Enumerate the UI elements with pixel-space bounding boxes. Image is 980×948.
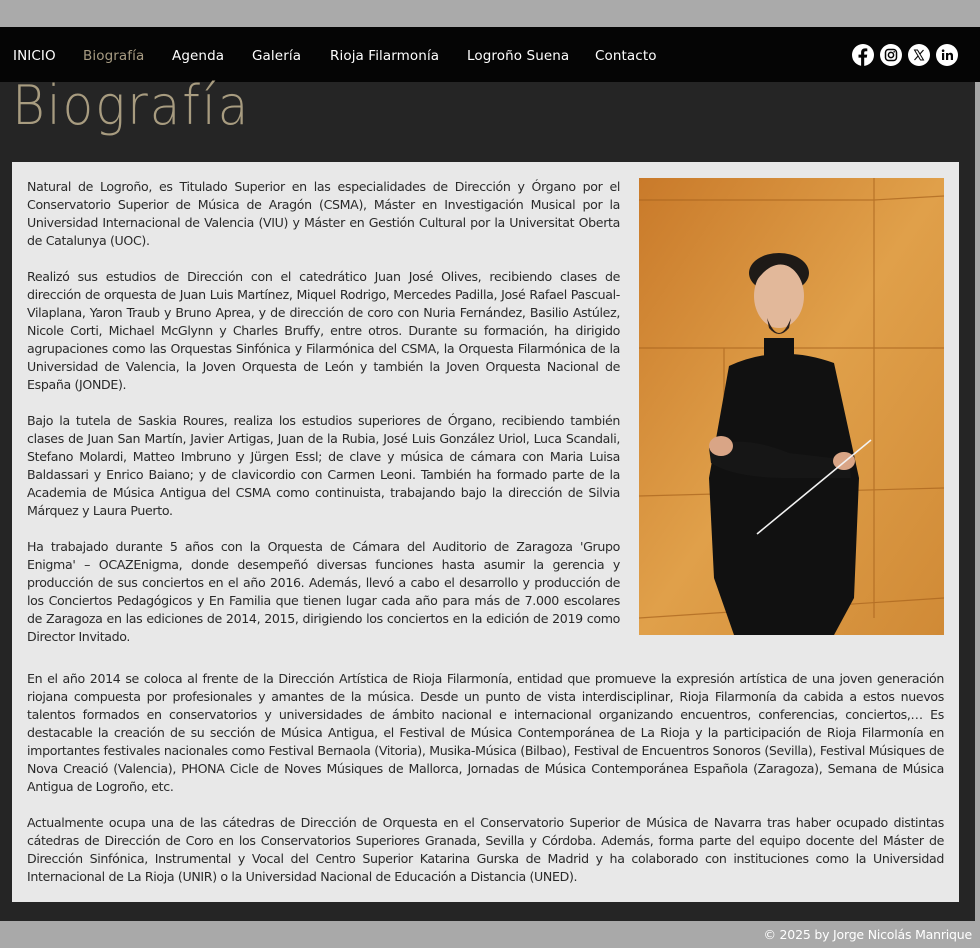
bio-paragraph-5: En el año 2014 se coloca al frente de la Dirección Artística de Rioja Filarmonía, entidad que promueve la expresión artística de una joven generación riojana compuesta por profesionales y amantes de la música. Desde un punto de vista interdisciplinar, Rioja Filarmonía da cabida a estos nuevos talentos formados en conservatorios y universidades de ámbito nacional e internacional organizando encuentros, conferencias, conciertos,… Es destacable la creación de su sección de Música Antigua, el Festival de Música Contemporánea de La Rioja y la participación de Rioja Filarmonía en importantes festivales nacionales como Festival Bernaola (Vitoria), Musika-Música (Bilbao), Festival de Encuentros Sonoros (Sevilla), Festival Músiques de Nova Creació (Valencia), PHONA Cicle de Noves Músiques de Mallorca, Jornadas de Música Contemporánea Española (Zaragoza), Semana de Música Antigua de Logroño, etc. [27,671,944,794]
bio-paragraph-6: Actualmente ocupa una de las cátedras de Dirección de Orquesta en el Conservatorio Superior de Música de Navarra tras haber ocupado distintas cátedras de Dirección de Coro en los Conservatorios Superiores Granada, Sevilla y Córdoba. Además, forma parte del equipo docente del Máster de Dirección Sinfónica, Instrumental y Vocal del Centro Superior Katarina Gurska de Madrid y ha colaborado con instituciones como la Universidad Internacional de La Rioja (UNIR) o la Universidad Nacional de Educación a Distancia (UNED). [27,815,944,884]
browser-top-strip [0,0,980,27]
portrait-photo [639,178,944,635]
portrait-illustration [639,178,944,635]
nav-item-galeria[interactable]: Galería [252,48,302,64]
nav-item-agenda[interactable]: Agenda [172,48,225,64]
bio-paragraph-3: Bajo la tutela de Saskia Roures, realiza los estudios superiores de Órgano, recibiendo también clases de Juan San Martín, Javier Artigas, Juan de la Rubia, José Luis González Uriol, Luca Scandali, Stefano Molardi, Matteo Imbruno y Jürgen Essl; de clave y música de cámara con Maria Luisa Baldassari y Enrico Baiano; y de clavicordio con Carmen Leoni. También ha formado parte de la Academia de Música Antigua del CSMA como continuista, trabajando bajo la dirección de Silvia Márquez y Laura Puerto. [27,413,620,518]
page-title: Biografía [12,74,251,137]
nav-item-contacto[interactable]: Contacto [595,48,657,64]
facebook-icon[interactable] [852,44,874,66]
footer-copyright: © 2025 by Jorge Nicolás Manrique [763,927,972,942]
scrollbar[interactable] [975,82,980,921]
nav-item-biografia[interactable]: Biografía [83,48,145,64]
linkedin-icon[interactable] [936,44,958,66]
x-twitter-icon[interactable] [908,44,930,66]
bio-paragraph-1: Natural de Logroño, es Titulado Superior en las especialidades de Dirección y Órgano por el Conservatorio Superior de Música de Aragón (CSMA), Máster en Investigación Musical por la Universidad Internacional de Valencia (VIU) y Máster en Gestión Cultural por la Universitat Oberta de Catalunya (UOC). [27,179,620,248]
nav-item-rioja-filarmonia[interactable]: Rioja Filarmonía [330,48,440,64]
instagram-icon[interactable] [880,44,902,66]
nav-item-logrono-suena[interactable]: Logroño Suena [467,48,570,64]
bio-paragraph-4: Ha trabajado durante 5 años con la Orquesta de Cámara del Auditorio de Zaragoza 'Grupo Enigma' – OCAZEnigma, donde desempeñó diversas funciones hasta asumir la gerencia y producción de sus conciertos en el año 2016. Además, llevó a cabo el desarrollo y producción de los Conciertos Pedagógicos y En Familia que tienen lugar cada año para más de 7.000 escolares de Zaragoza en las ediciones de 2014, 2015, dirigiendo los conciertos en la edición de 2019 como Director Invitado. [27,539,620,644]
nav-item-inicio[interactable]: INICIO [13,48,56,64]
bio-paragraph-2: Realizó sus estudios de Dirección con el catedrático Juan José Olives, recibiendo clases de dirección de orquesta de Juan Luis Martínez, Miquel Rodrigo, Mercedes Padilla, José Rafael Pascual-Vilaplana, Yaron Traub y Bruno Aprea, y de dirección de coro con Nuria Fernández, Basilio Astúlez, Nicole Corti, Michael McGlynn y Charles Bruffy, entre otros. Durante su formación, ha dirigido agrupaciones como las Orquestas Sinfónica y Filarmónica del CSMA, la Orquesta Filarmónica de la Universidad de Valencia, la Joven Orquesta de León y también la Joven Orquesta Nacional de España (JONDE). [27,269,620,392]
